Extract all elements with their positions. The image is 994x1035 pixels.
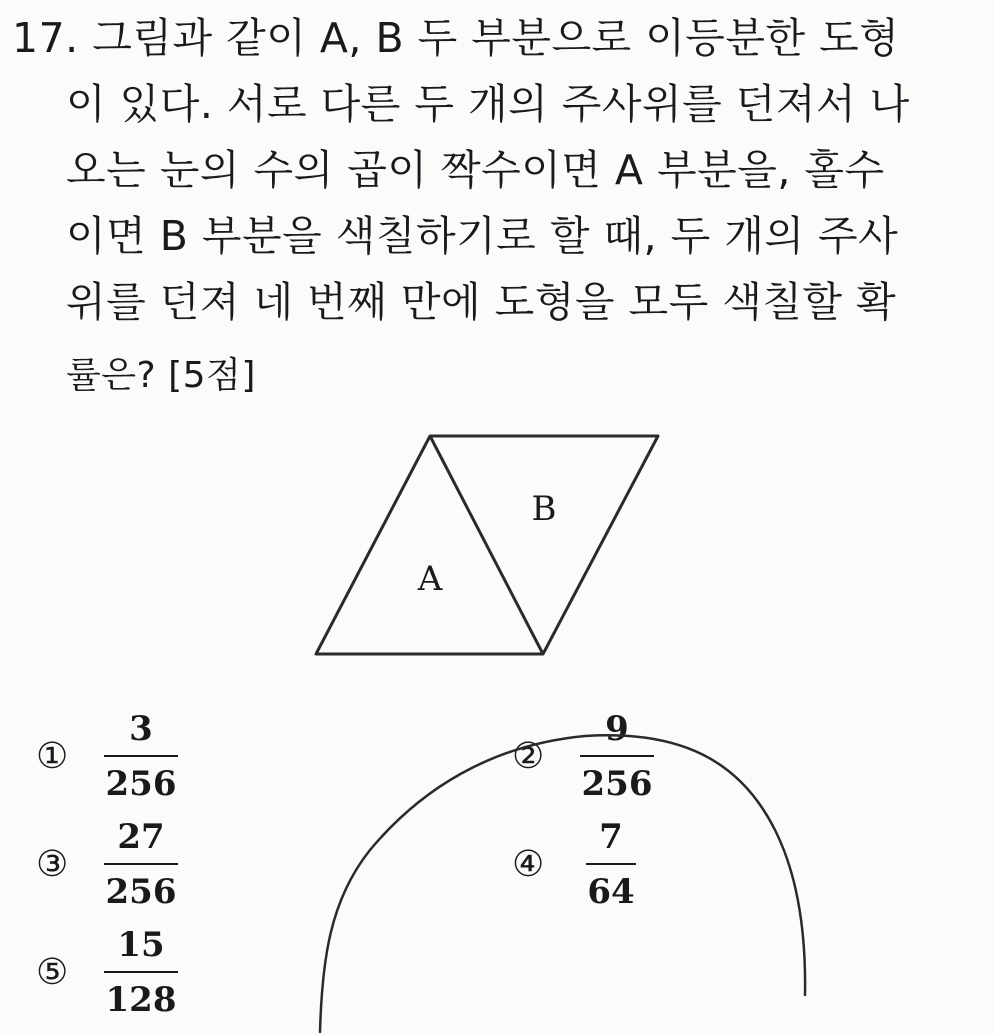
choice-marker: ④	[512, 844, 545, 885]
fraction	[104, 817, 178, 912]
fraction	[580, 709, 654, 804]
choice-3[interactable]	[36, 817, 178, 912]
numerator: 7	[599, 817, 623, 857]
denominator: 256	[581, 764, 653, 804]
fraction-bar	[580, 755, 654, 757]
question-line-5: 위를 던져 네 번째 만에 도형을 모두 색칠할 확	[66, 278, 897, 326]
choice-marker: ②	[512, 736, 545, 777]
numerator: 3	[129, 709, 153, 749]
fraction-bar	[586, 863, 636, 865]
choice-marker: ③	[36, 844, 69, 885]
fraction	[586, 817, 636, 912]
numerator: 27	[117, 817, 165, 857]
denominator: 128	[105, 980, 177, 1020]
denominator: 256	[105, 764, 177, 804]
question-line-2: 이 있다. 서로 다른 두 개의 주사위를 던져서 나	[66, 80, 910, 128]
numerator: 15	[117, 925, 165, 965]
question-line-6: 률은? [5점]	[66, 355, 256, 396]
fraction	[104, 709, 178, 804]
fraction	[104, 925, 178, 1020]
numerator: 9	[605, 709, 629, 749]
denominator: 64	[587, 872, 635, 912]
choice-2[interactable]	[512, 709, 654, 804]
denominator: 256	[105, 872, 177, 912]
fraction-bar	[104, 755, 178, 757]
choice-1[interactable]	[36, 709, 178, 804]
choice-marker: ⑤	[36, 952, 69, 993]
fraction-bar	[104, 971, 178, 973]
fraction-bar	[104, 863, 178, 865]
question-line-3: 오는 눈의 수의 곱이 짝수이면 A 부분을, 홀수	[66, 146, 885, 194]
choice-marker: ①	[36, 736, 69, 777]
choice-4[interactable]	[512, 817, 636, 912]
choice-5[interactable]	[36, 925, 178, 1020]
question-line-4: 이면 B 부분을 색칠하기로 할 때, 두 개의 주사	[66, 212, 899, 260]
dividing-line	[430, 436, 543, 654]
question-line-1: 17. 그림과 같이 A, B 두 부분으로 이등분한 도형	[12, 14, 900, 62]
region-b-label: B	[531, 489, 557, 529]
region-a-label: A	[417, 559, 443, 599]
